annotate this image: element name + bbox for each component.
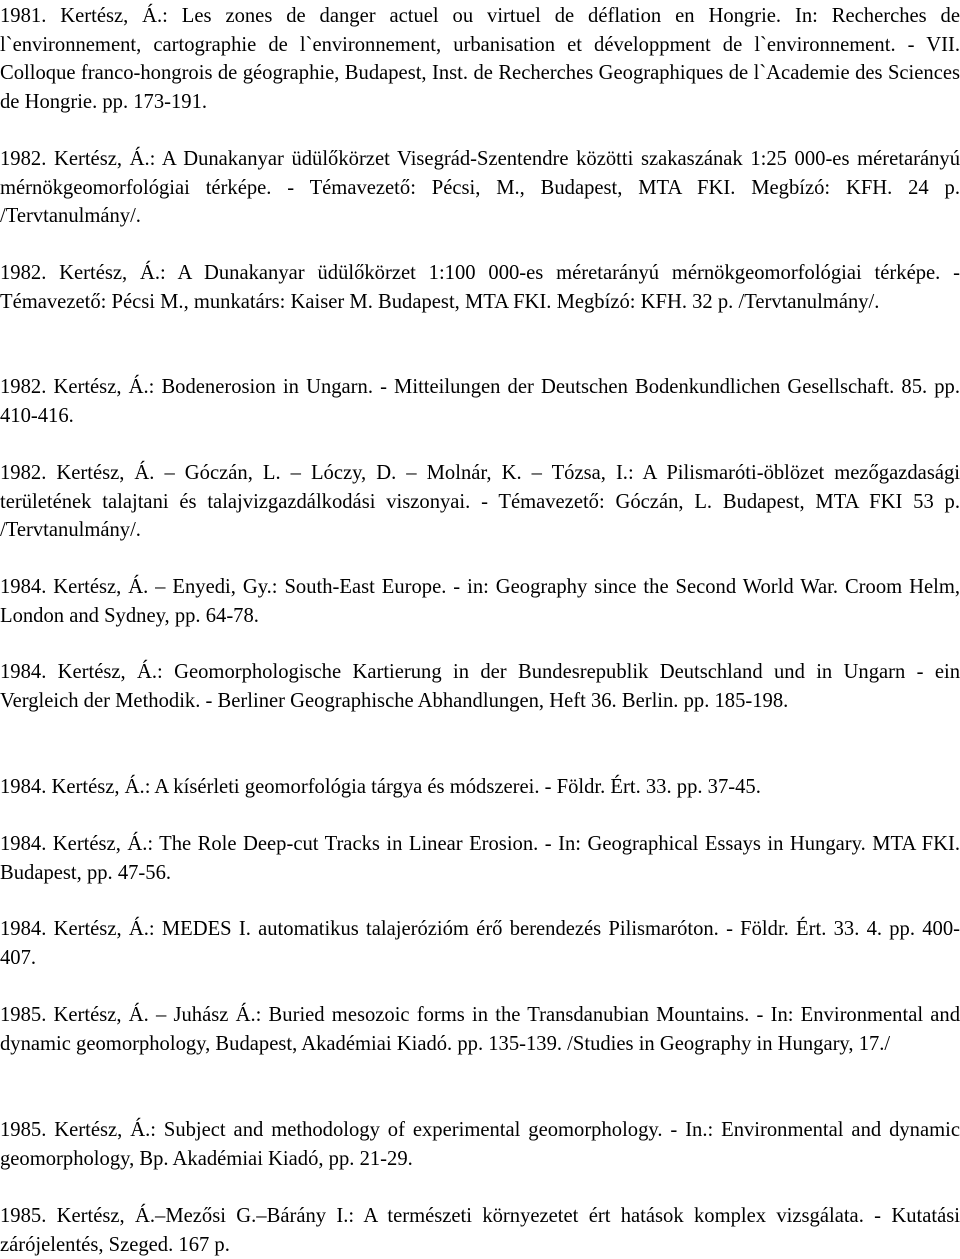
reference-entry: 1984. Kertész, Á.: MEDES I. automatikus talajerózióm érő berendezés Pilismaróton. - Földr. Ért. 33. 4. pp. 400-407. xyxy=(0,918,960,969)
reference-entry: 1982. Kertész, Á.: Bodenerosion in Ungarn. - Mitteilungen der Deutschen Bodenkundlichen Gesellschaft. 85. pp. 410-416. xyxy=(0,376,960,427)
reference-entry: 1984. Kertész, Á.: Geomorphologische Kartierung in der Bundesrepublik Deutschland und in Ungarn - ein Vergleich der Methodik. - Berliner Geographische Abhandlungen, Heft 36. Berlin. pp. 185-198. xyxy=(0,661,960,712)
reference-entry: 1982. Kertész, Á.: A Dunakanyar üdülőkörzet Visegrád-Szentendre közötti szakaszának 1:25 000-es méretarányú mérnökgeomorfológiai térképe. - Témavezető: Pécsi, M., Budapest, MTA FKI. Megbízó: KFH. 24 p. /Tervtanulmány/. xyxy=(0,148,960,228)
reference-entry: 1984. Kertész, Á. – Enyedi, Gy.: South-East Europe. - in: Geography since the Second World War. Croom Helm, London and Sydney, pp. 64-78. xyxy=(0,576,960,627)
reference-entry: 1985. Kertész, Á. – Juhász Á.: Buried mesozoic forms in the Transdanubian Mountains. - In: Environmental and dynamic geomorphology, Budapest, Akadémiai Kiadó. pp. 135-139. /Studies in Geography in Hungary, 17./ xyxy=(0,1004,960,1055)
reference-entry: 1984. Kertész, Á.: A kísérleti geomorfológia tárgya és módszerei. - Földr. Ért. 33. pp. 37-45. xyxy=(0,776,761,798)
reference-entry: 1985. Kertész, Á.–Mezősi G.–Bárány I.: A természeti környezetet ért hatások komplex vizsgálata. - Kutatási zárójelentés, Szeged. 167 p. xyxy=(0,1205,960,1256)
reference-entry: 1982. Kertész, Á. – Góczán, L. – Lóczy, D. – Molnár, K. – Tózsa, I.: A Pilismaróti-öblözet mezőgazdasági területének talajtani és talajvizgazdálkodási viszonyai. - Témavezető: Góczán, L. Budapest, MTA FKI 53 p. /Tervtanulmány/. xyxy=(0,462,960,542)
reference-entry: 1982. Kertész, Á.: A Dunakanyar üdülőkörzet 1:100 000-es méretarányú mérnökgeomorfológiai térképe. - Témavezető: Pécsi M., munkatárs: Kaiser M. Budapest, MTA FKI. Megbízó: KFH. 32 p. /Tervtanulmány/. xyxy=(0,262,960,313)
reference-entry: 1985. Kertész, Á.: Subject and methodology of experimental geomorphology. - In.: Environmental and dynamic geomorphology, Bp. Akadémiai Kiadó, pp. 21-29. xyxy=(0,1119,960,1170)
reference-entry: 1981. Kertész, Á.: Les zones de danger actuel ou virtuel de déflation en Hongrie. In: Recherches de l`environnement, cartographie de l`environnement, urbanisation et développment de l`environnement. - VII. Colloque franco-hongrois de géographie, Budapest, Inst. de Recherches Geographiques de l`Academie des Sciences de Hongrie. pp. 173-191. xyxy=(0,5,960,113)
reference-entry: 1984. Kertész, Á.: The Role Deep-cut Tracks in Linear Erosion. - In: Geographical Essays in Hungary. MTA FKI. Budapest, pp. 47-56. xyxy=(0,833,960,884)
